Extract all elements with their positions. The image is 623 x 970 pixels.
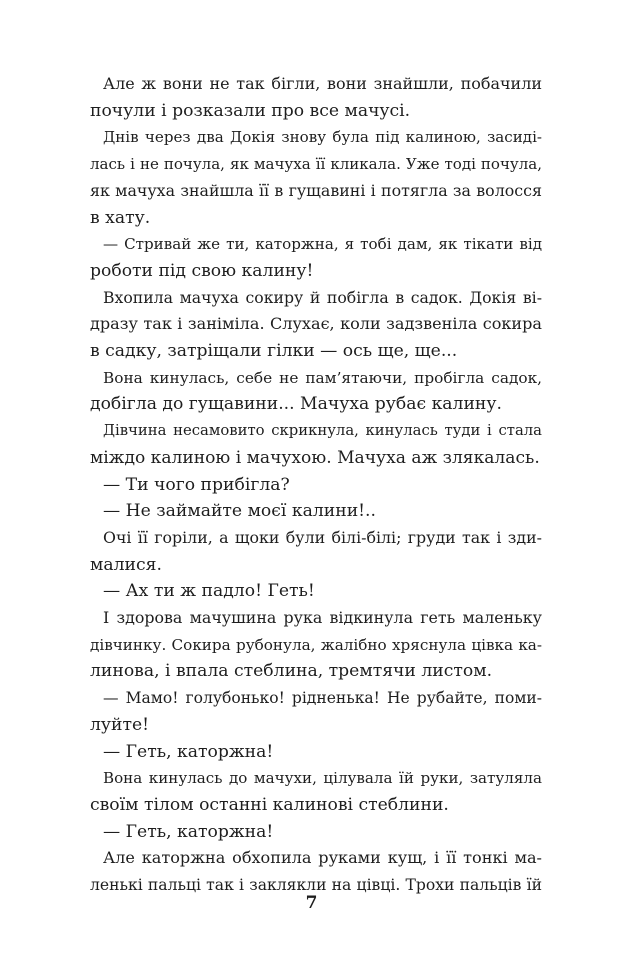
text-line: ленькі пальці так і заклякли на цівці. Трохи пальців їй <box>90 876 542 895</box>
text-line: — Ах ти ж падло! Геть! <box>103 581 315 602</box>
text-line: — Стривай же ти, каторжна, я тобі дам, як тікати від <box>103 235 542 254</box>
text-line: Але каторжна обхопила руками кущ, і її тонкі ма- <box>103 848 542 868</box>
text-line: линова, і впала стеблина, тремтячи листом. <box>90 661 493 682</box>
text-line: Але ж вони не так бігли, вони знайшли, побачили <box>103 74 542 93</box>
text-line: — Ти чого прибігла? <box>103 474 290 495</box>
text-line: почули і розказали про все мачусі. <box>90 100 411 121</box>
text-line: луйте! <box>90 714 150 735</box>
text-line: в хату. <box>90 207 151 228</box>
text-line: в садку, затріщали гілки — ось ще, ще... <box>90 341 458 362</box>
text-line: — Геть, каторжна! <box>103 741 274 762</box>
text-line: Вхопила мачуха сокиру й побігла в садок. Докія ві- <box>103 287 542 307</box>
text-line: дразу так і заніміла. Слухає, коли задзвеніла сокира <box>90 314 542 334</box>
text-line: малися. <box>90 554 162 575</box>
text-line: дівчинку. Сокира рубонула, жалібно хряснула цівка ка- <box>90 635 542 654</box>
text-line: Вона кинулась, себе не пам’ятаючи, пробігла садок, <box>103 368 542 387</box>
text-line: як мачуха знайшла її в гущавині і потягла за волосся <box>90 180 542 200</box>
text-line: Дівчина несамовито скрикнула, кинулась туди і стала <box>103 422 542 440</box>
text-line: — Геть, каторжна! <box>103 821 274 842</box>
text-line: лась і не почула, як мачуха її кликала. Уже тоді почула, <box>90 155 542 174</box>
text-line: Очі її горіли, а щоки були білі-білі; груди так і зди- <box>103 527 542 547</box>
body-text <box>90 71 542 899</box>
text-line: міждо калиною і мачухою. Мачуха аж злякалась. <box>90 447 540 468</box>
text-line: І здорова мачушина рука відкинула геть маленьку <box>103 608 542 628</box>
text-line: Днів через два Докія знову була під калиною, засиді- <box>103 128 542 147</box>
text-line: своїм тілом останні калинові стеблини. <box>90 794 449 815</box>
text-line: добігла до гущавини... Мачуха рубає калину. <box>90 394 502 415</box>
text-line: Вона кинулась до мачухи, цілувала їй руки, затуляла <box>103 769 542 788</box>
text-line: роботи під свою калину! <box>90 260 314 281</box>
text-line: — Мамо! голубонько! рідненька! Не рубайте, поми- <box>103 689 542 708</box>
text-line: — Не займайте моєї калини!.. <box>103 501 376 522</box>
page-number: 7 <box>305 893 318 913</box>
